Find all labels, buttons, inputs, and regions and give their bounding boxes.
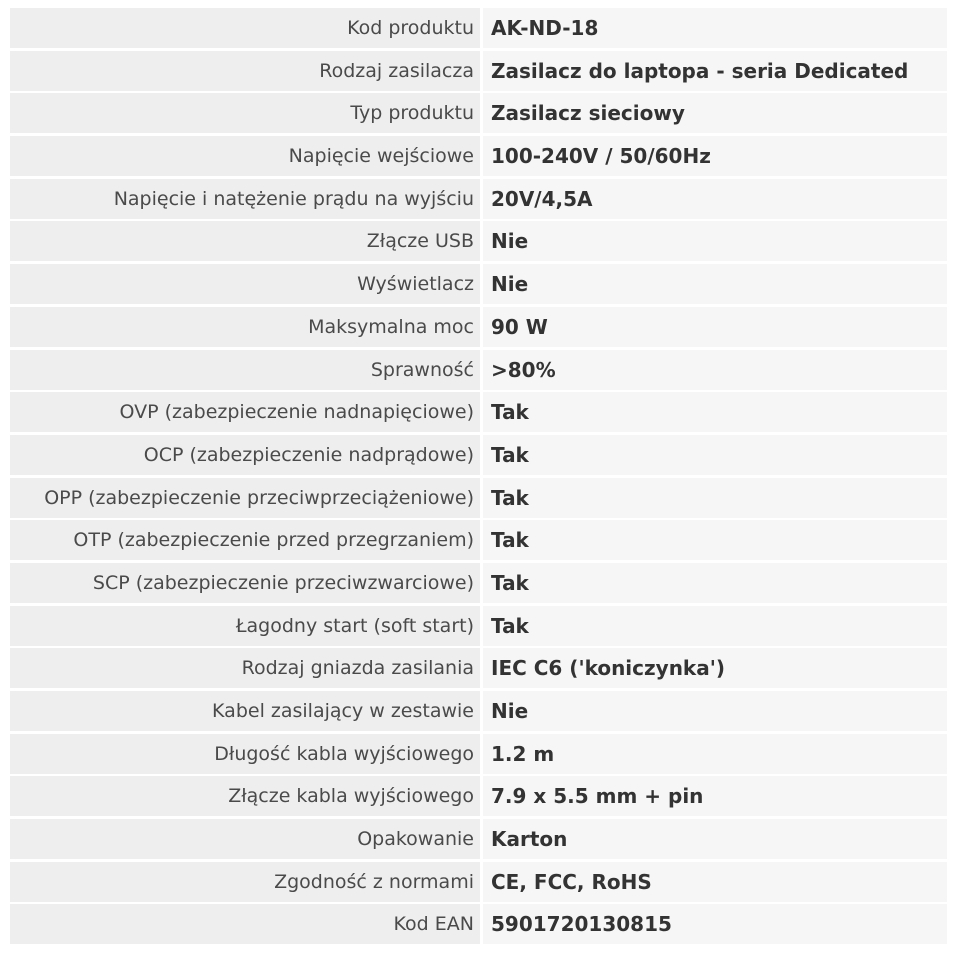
- spec-value: CE, FCC, RoHS: [483, 862, 947, 902]
- spec-value: 20V/4,5A: [483, 179, 947, 219]
- spec-label: Złącze USB: [10, 221, 480, 261]
- spec-label: OPP (zabezpieczenie przeciwprzeciążeniowe): [10, 478, 480, 518]
- spec-row: [10, 691, 947, 731]
- spec-label: Typ produktu: [10, 93, 480, 133]
- spec-row: [10, 478, 947, 518]
- spec-row: [10, 136, 947, 176]
- spec-label: Kod EAN: [10, 904, 480, 944]
- spec-label: Kod produktu: [10, 8, 480, 48]
- spec-label: Długość kabla wyjściowego: [10, 734, 480, 774]
- spec-label: Rodzaj zasilacza: [10, 51, 480, 91]
- spec-label: Zgodność z normami: [10, 862, 480, 902]
- spec-value: Tak: [483, 563, 947, 603]
- spec-row: [10, 734, 947, 774]
- spec-row: [10, 221, 947, 261]
- spec-value: Nie: [483, 221, 947, 261]
- spec-label: Sprawność: [10, 350, 480, 390]
- spec-label: Kabel zasilający w zestawie: [10, 691, 480, 731]
- spec-row: [10, 819, 947, 859]
- spec-row: [10, 520, 947, 560]
- spec-label: OVP (zabezpieczenie nadnapięciowe): [10, 392, 480, 432]
- spec-label: Rodzaj gniazda zasilania: [10, 648, 480, 688]
- spec-value: >80%: [483, 350, 947, 390]
- spec-row: [10, 93, 947, 133]
- spec-row: [10, 862, 947, 902]
- spec-row: [10, 606, 947, 646]
- spec-value: Tak: [483, 520, 947, 560]
- spec-value: 1.2 m: [483, 734, 947, 774]
- spec-value: AK-ND-18: [483, 8, 947, 48]
- spec-row: [10, 392, 947, 432]
- spec-label: Wyświetlacz: [10, 264, 480, 304]
- spec-value: Tak: [483, 392, 947, 432]
- spec-label: Napięcie i natężenie prądu na wyjściu: [10, 179, 480, 219]
- spec-label: Opakowanie: [10, 819, 480, 859]
- spec-value: Tak: [483, 435, 947, 475]
- spec-row: [10, 648, 947, 688]
- spec-row: [10, 563, 947, 603]
- spec-value: Tak: [483, 478, 947, 518]
- spec-label: Łagodny start (soft start): [10, 606, 480, 646]
- spec-value: Zasilacz sieciowy: [483, 93, 947, 133]
- spec-value: Nie: [483, 264, 947, 304]
- spec-row: [10, 904, 947, 944]
- spec-value: 90 W: [483, 307, 947, 347]
- spec-value: Zasilacz do laptopa - seria Dedicated: [483, 51, 947, 91]
- spec-row: [10, 179, 947, 219]
- spec-value: Tak: [483, 606, 947, 646]
- spec-row: [10, 307, 947, 347]
- specification-table: [10, 8, 947, 947]
- spec-value: 5901720130815: [483, 904, 947, 944]
- spec-value: Karton: [483, 819, 947, 859]
- spec-label: Złącze kabla wyjściowego: [10, 776, 480, 816]
- spec-row: [10, 264, 947, 304]
- spec-label: OCP (zabezpieczenie nadprądowe): [10, 435, 480, 475]
- spec-row: [10, 776, 947, 816]
- spec-row: [10, 8, 947, 48]
- spec-label: Napięcie wejściowe: [10, 136, 480, 176]
- spec-label: SCP (zabezpieczenie przeciwzwarciowe): [10, 563, 480, 603]
- spec-value: Nie: [483, 691, 947, 731]
- spec-row: [10, 51, 947, 91]
- spec-value: 100-240V / 50/60Hz: [483, 136, 947, 176]
- spec-row: [10, 350, 947, 390]
- spec-label: Maksymalna moc: [10, 307, 480, 347]
- spec-label: OTP (zabezpieczenie przed przegrzaniem): [10, 520, 480, 560]
- spec-row: [10, 435, 947, 475]
- spec-value: 7.9 x 5.5 mm + pin: [483, 776, 947, 816]
- spec-value: IEC C6 ('koniczynka'): [483, 648, 947, 688]
